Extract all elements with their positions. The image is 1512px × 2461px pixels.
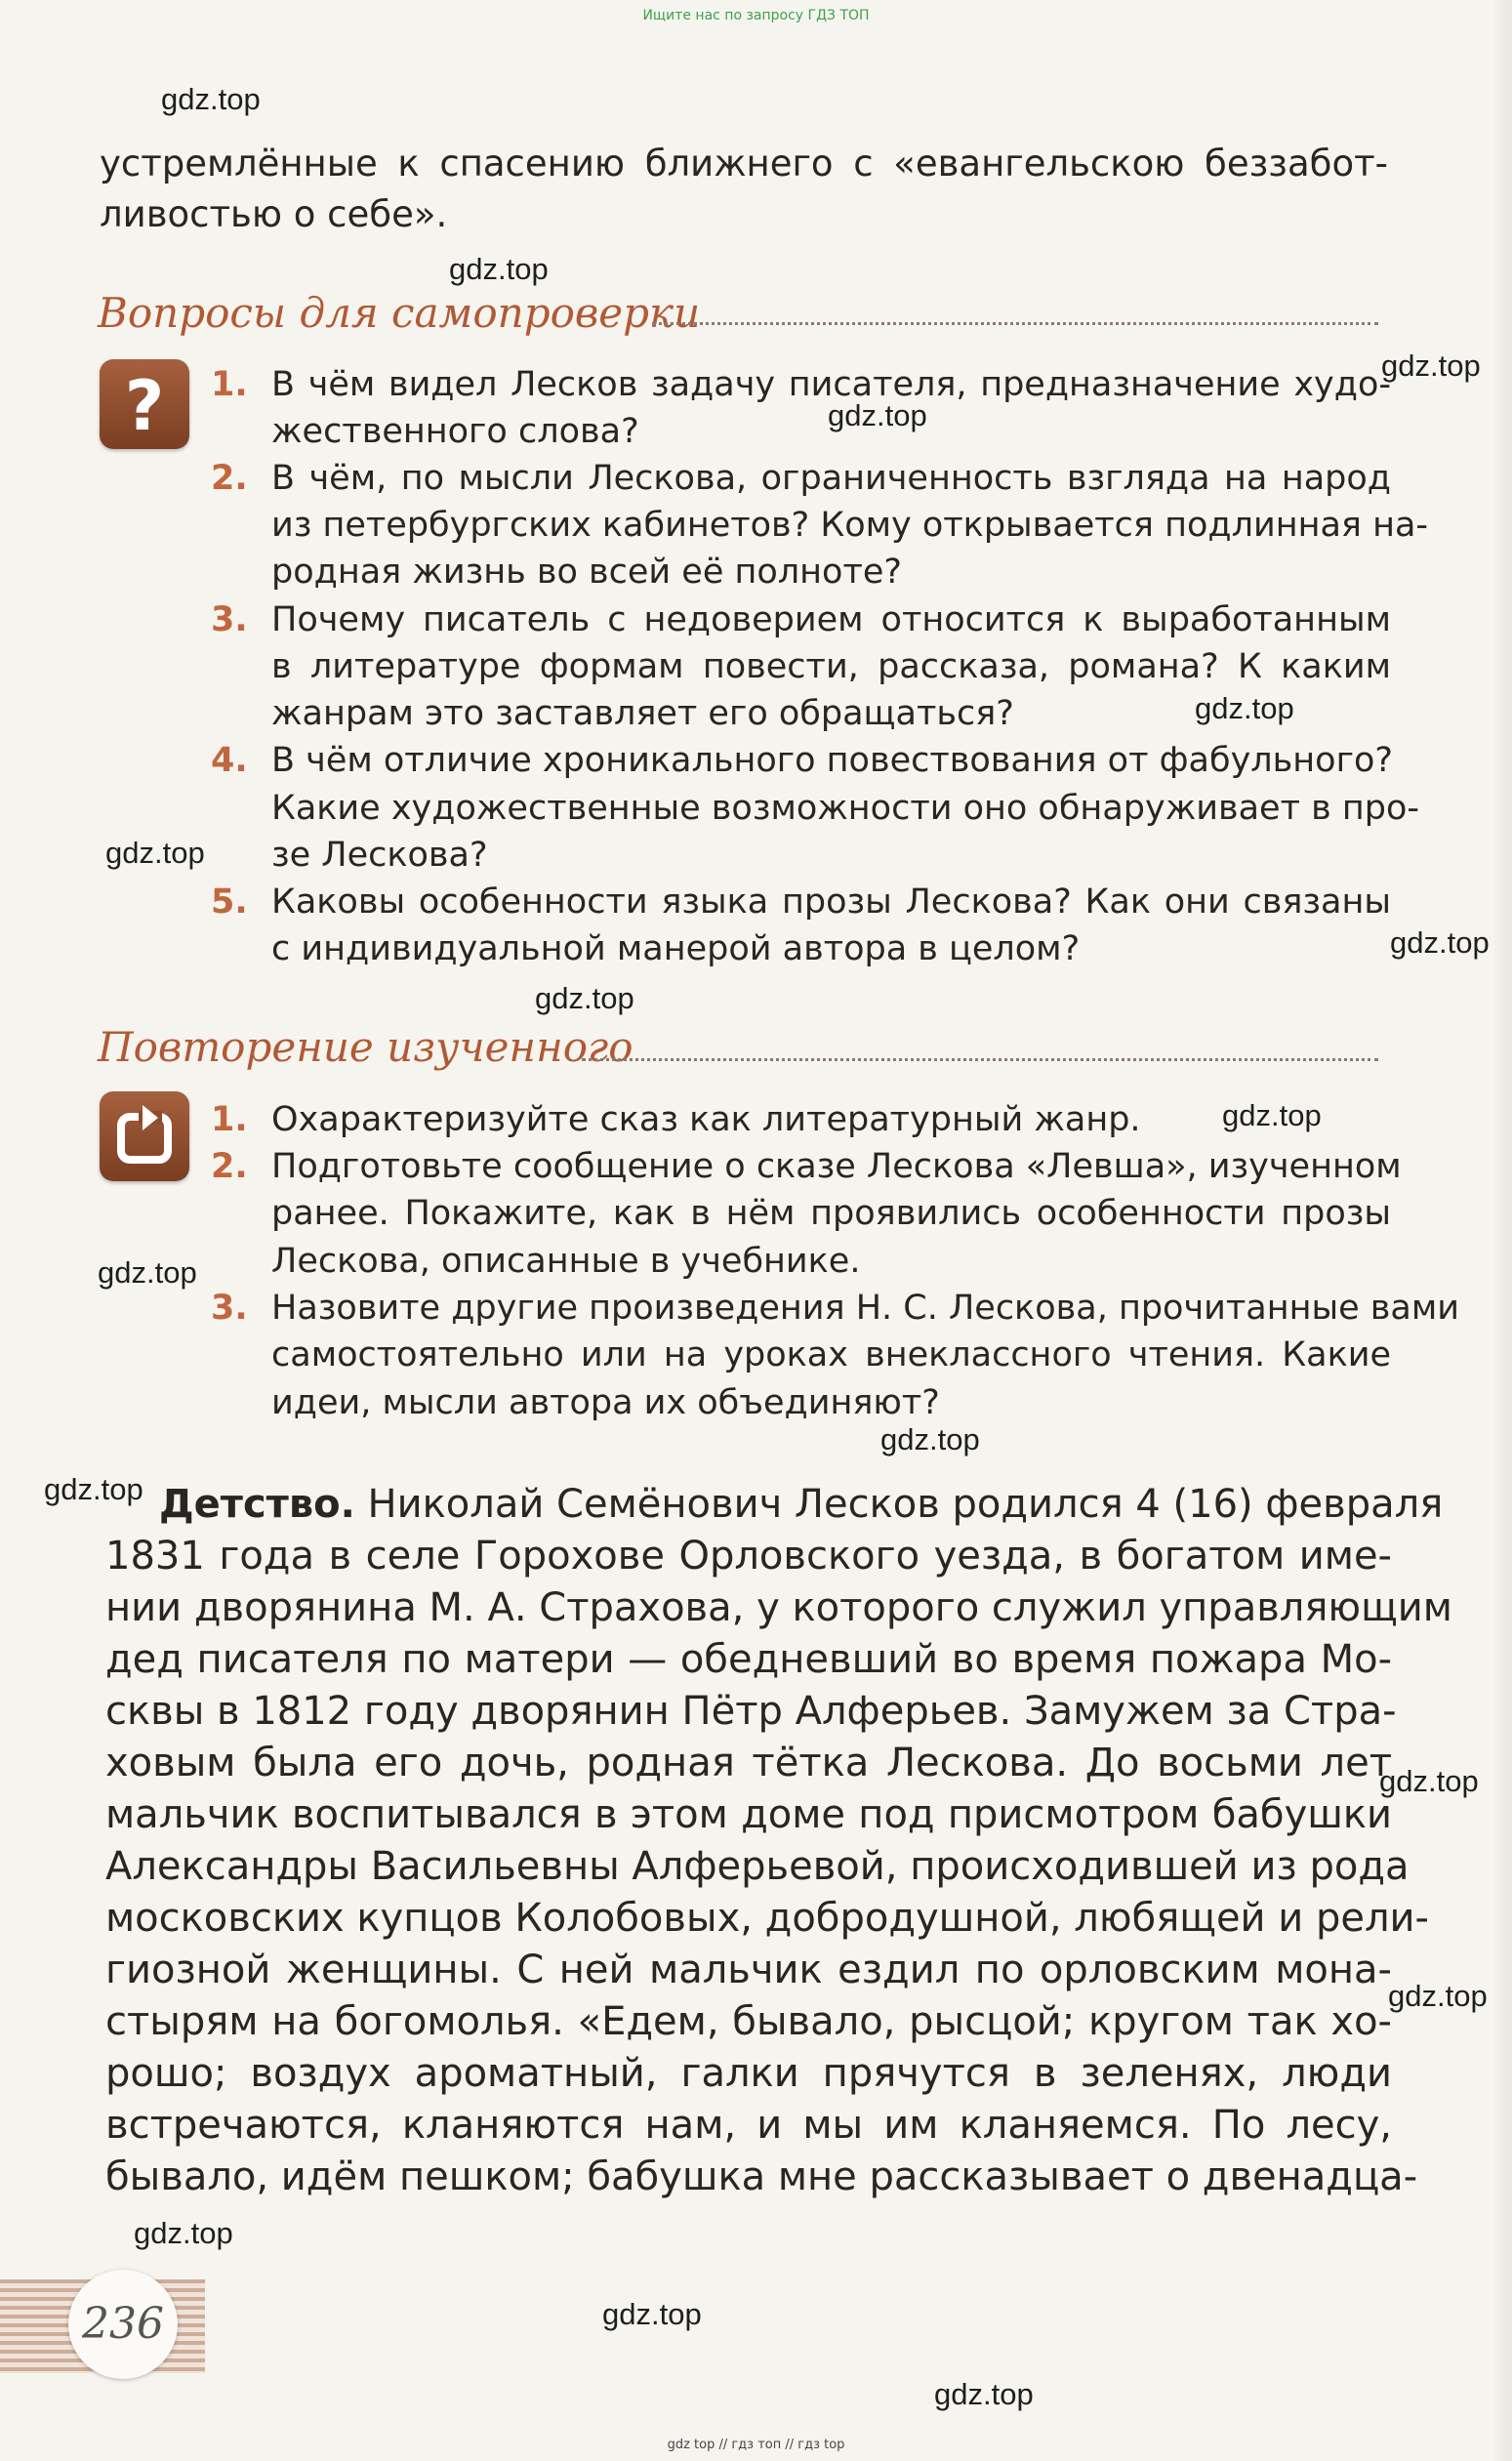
paragraph-first-line [159,1479,1444,1531]
question-line: в литературе формам повести, рассказа, романа? К каким [271,647,1391,686]
watermark: gdz.top [134,2216,233,2250]
paragraph-line: московских купцов Колобовых, добродушной, любящей и рели- [105,1896,1429,1941]
question-mark-icon [100,359,189,449]
paragraph-line: нии дворянина М. А. Страхова, у которого служил управляющим [105,1585,1452,1630]
question-line: жанрам это заставляет его обращаться? [271,694,1014,733]
top-note: Ищите нас по запросу ГДЗ ТОП [642,8,870,23]
paragraph-text: Николай Семёнович Лесков родился 4 (16) февраля [367,1482,1444,1527]
watermark: gdz.top [1390,925,1490,960]
repeat-arrow-icon [100,1091,189,1181]
question-line: родная жизнь во всей её полноте? [271,553,902,592]
question-number: 3. [211,1289,248,1328]
paragraph-line: встречаются, кланяются нам, и мы им кланяемся. По лесу, [105,2103,1392,2148]
question-line: Охарактеризуйте сказ как литературный жанр. [271,1100,1141,1139]
question-number: 5. [211,882,248,922]
heading-dotted-rule [582,1058,1378,1061]
bottom-note: gdz top // гдз топ // гдз top [667,2438,845,2452]
watermark: gdz.top [1195,691,1294,725]
question-number: 4. [211,741,248,780]
watermark: gdz.top [105,836,205,870]
question-number: 3. [211,600,248,639]
watermark: gdz.top [1381,349,1481,383]
watermark: gdz.top [602,2297,702,2331]
question-line: В чём, по мысли Лескова, ограниченность взгляда на народ [271,459,1391,498]
watermark: gdz.top [1222,1098,1322,1132]
watermark: gdz.top [161,82,261,116]
question-line: Назовите другие произведения Н. С. Лескова, прочитанные вами [271,1289,1460,1328]
watermark: gdz.top [1379,1764,1479,1798]
paragraph-line: мальчик воспитывался в этом доме под присмотром бабушки [105,1792,1392,1837]
question-line: идеи, мысли автора их объединяют? [271,1383,940,1422]
page-edge [1494,0,1512,2461]
page-number: 236 [82,2299,164,2349]
question-line: из петербургских кабинетов? Кому открывается подлинная на- [271,506,1429,545]
paragraph-line: Александры Васильевны Алферьевой, происходившей из рода [105,1844,1410,1889]
question-line: Почему писатель с недоверием относится к выработанным [271,600,1391,639]
question-line: жественного слова? [271,412,639,451]
watermark: gdz.top [1388,1979,1488,2013]
intro-line-2: ливостью о себе». [100,193,448,235]
watermark: gdz.top [44,1472,143,1506]
question-line: Каковы особенности языка прозы Лескова? Как они связаны [271,882,1391,922]
paragraph-line: стырям на богомолья. «Едем, бывало, рысцой; кругом так хо- [105,1999,1392,2044]
self-check-heading: Вопросы для самопроверки [98,289,701,337]
watermark: gdz.top [880,1422,980,1456]
question-line: зе Лескова? [271,836,488,875]
paragraph-line: дед писателя по матери — обедневший во время пожара Мо- [105,1637,1392,1682]
paragraph-line: сквы в 1812 году дворянин Пётр Алферьев. Замужем за Стра- [105,1689,1397,1734]
watermark: gdz.top [828,398,927,432]
question-line: Лескова, описанные в учебнике. [271,1242,861,1281]
paragraph-line: рошо; воздух ароматный, галки прячутся в зеленях, люди [105,2051,1392,2096]
question-number: 2. [211,459,248,498]
question-line: ранее. Покажите, как в нём проявились особенности прозы [271,1194,1391,1233]
question-number: 2. [211,1147,248,1186]
question-line: Подготовьте сообщение о сказе Лескова «Левша», изученном [271,1147,1402,1186]
question-line: с индивидуальной манерой автора в целом? [271,929,1081,968]
heading-dotted-rule [652,322,1378,325]
paragraph-line: гиозной женщины. С ней мальчик ездил по орловским мона- [105,1948,1392,1992]
section-title: Детство. [159,1482,355,1527]
question-line: В чём отличие хроникального повествования от фабульного? [271,741,1393,780]
paragraph-line: ховым была его дочь, родная тётка Лескова. До восьми лет [105,1741,1392,1785]
watermark: gdz.top [535,981,634,1015]
watermark: gdz.top [934,2377,1034,2411]
intro-line-1: устремлённые к спасению ближнего с «евангельскою беззабот- [100,143,1388,185]
paragraph-line: 1831 года в селе Горохове Орловского уезда, в богатом име- [105,1534,1392,1579]
question-line: самостоятельно или на уроках внеклассного чтения. Какие [271,1335,1391,1374]
question-line: В чём видел Лесков задачу писателя, предназначение худо- [271,365,1391,404]
question-number: 1. [211,1100,248,1139]
watermark: gdz.top [98,1255,197,1290]
question-line: Какие художественные возможности оно обнаруживает в про- [271,789,1419,828]
review-heading: Повторение изученного [98,1023,633,1071]
svg-text:?: ? [124,366,165,446]
paragraph-line: бывало, идём пешком; бабушка мне рассказывает о двенадца- [105,2154,1418,2199]
watermark: gdz.top [449,252,549,286]
question-number: 1. [211,365,248,404]
